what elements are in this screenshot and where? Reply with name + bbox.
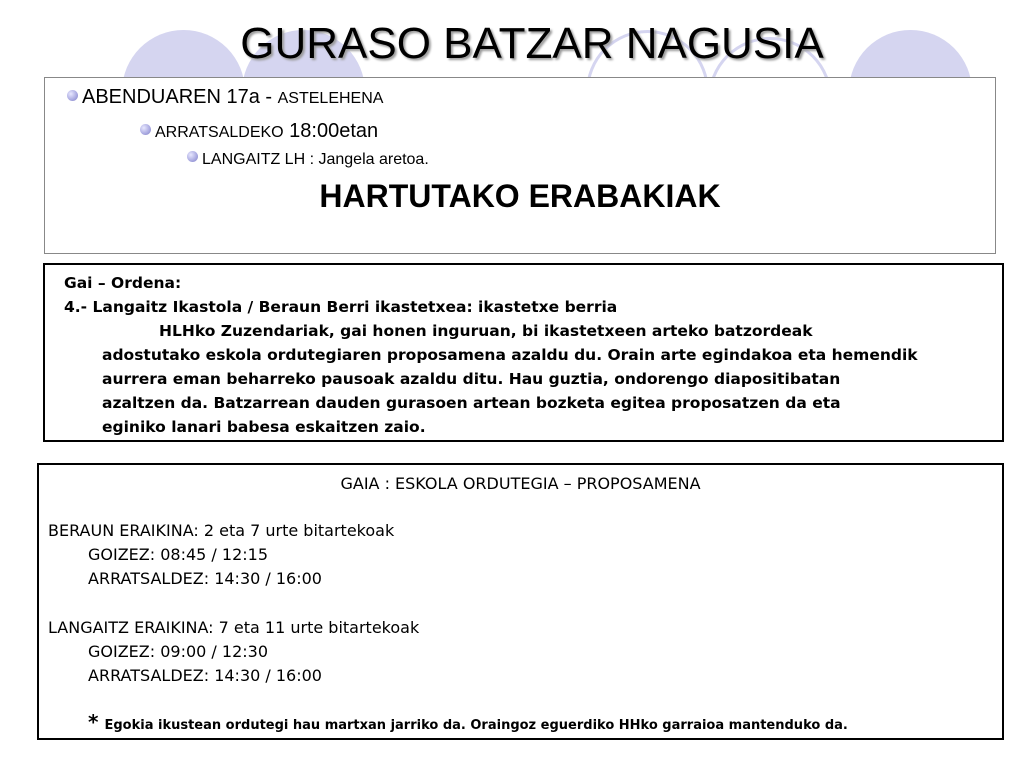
date-weekday: ASTELEHENA: [277, 90, 384, 107]
beraun-title: BERAUN ERAIKINA: 2 eta 7 urte bitartekoak: [48, 521, 395, 540]
bullet-dot-icon: [140, 124, 151, 135]
meeting-info-box: [44, 77, 996, 254]
date-day: 17a -: [220, 86, 278, 108]
schedule-box: [37, 463, 1004, 740]
agenda-line: Gai – Ordena:: [64, 274, 182, 292]
time-value: 18:00etan: [283, 120, 379, 142]
slide-title: GURASO BATZAR NAGUSIA: [240, 19, 824, 68]
asterisk-icon: *: [88, 710, 99, 734]
agenda-line: aurrera eman beharreko pausoak azaldu ditu. Hau guztia, ondorengo diapositibatan: [102, 370, 841, 388]
bullet-time: [140, 120, 378, 143]
time-label: ARRATSALDEKO: [155, 124, 284, 141]
schedule-heading: GAIA : ESKOLA ORDUTEGIA – PROPOSAMENA: [340, 474, 701, 493]
agenda-box: [43, 263, 1004, 442]
decisions-heading: HARTUTAKO ERABAKIAK: [319, 178, 721, 214]
place-text: LANGAITZ LH : Jangela aretoa.: [202, 151, 429, 168]
agenda-line: 4.- Langaitz Ikastola / Beraun Berri ikastetxea: ikastetxe berria: [64, 298, 618, 316]
bullet-date: [67, 86, 383, 109]
langaitz-afternoon: ARRATSALDEZ: 14:30 / 16:00: [88, 666, 322, 685]
note-text: Egokia ikustean ordutegi hau martxan jarriko da. Oraingoz eguerdiko HHko garraioa mantenduko da.: [104, 718, 848, 733]
agenda-line: adostutako eskola ordutegiaren proposamena azaldu du. Orain arte egindakoa eta hemendik: [102, 346, 918, 364]
bullet-dot-icon: [187, 151, 198, 162]
langaitz-title: LANGAITZ ERAIKINA: 7 eta 11 urte bitartekoak: [48, 618, 420, 637]
agenda-line: azaltzen da. Batzarrean dauden gurasoen artean bozketa egitea proposatzen da eta: [102, 394, 841, 412]
langaitz-morning: GOIZEZ: 09:00 / 12:30: [88, 642, 268, 661]
date-month: ABENDUAREN: [82, 86, 221, 108]
beraun-afternoon: ARRATSALDEZ: 14:30 / 16:00: [88, 569, 322, 588]
agenda-line: HLHko Zuzendariak, gai honen inguruan, bi ikastetxeen arteko batzordeak: [159, 322, 813, 340]
schedule-note: [88, 710, 848, 738]
bullet-dot-icon: [67, 90, 78, 101]
bullet-place: [187, 151, 429, 169]
agenda-line: eginiko lanari babesa eskaitzen zaio.: [102, 418, 426, 436]
beraun-morning: GOIZEZ: 08:45 / 12:15: [88, 545, 268, 564]
